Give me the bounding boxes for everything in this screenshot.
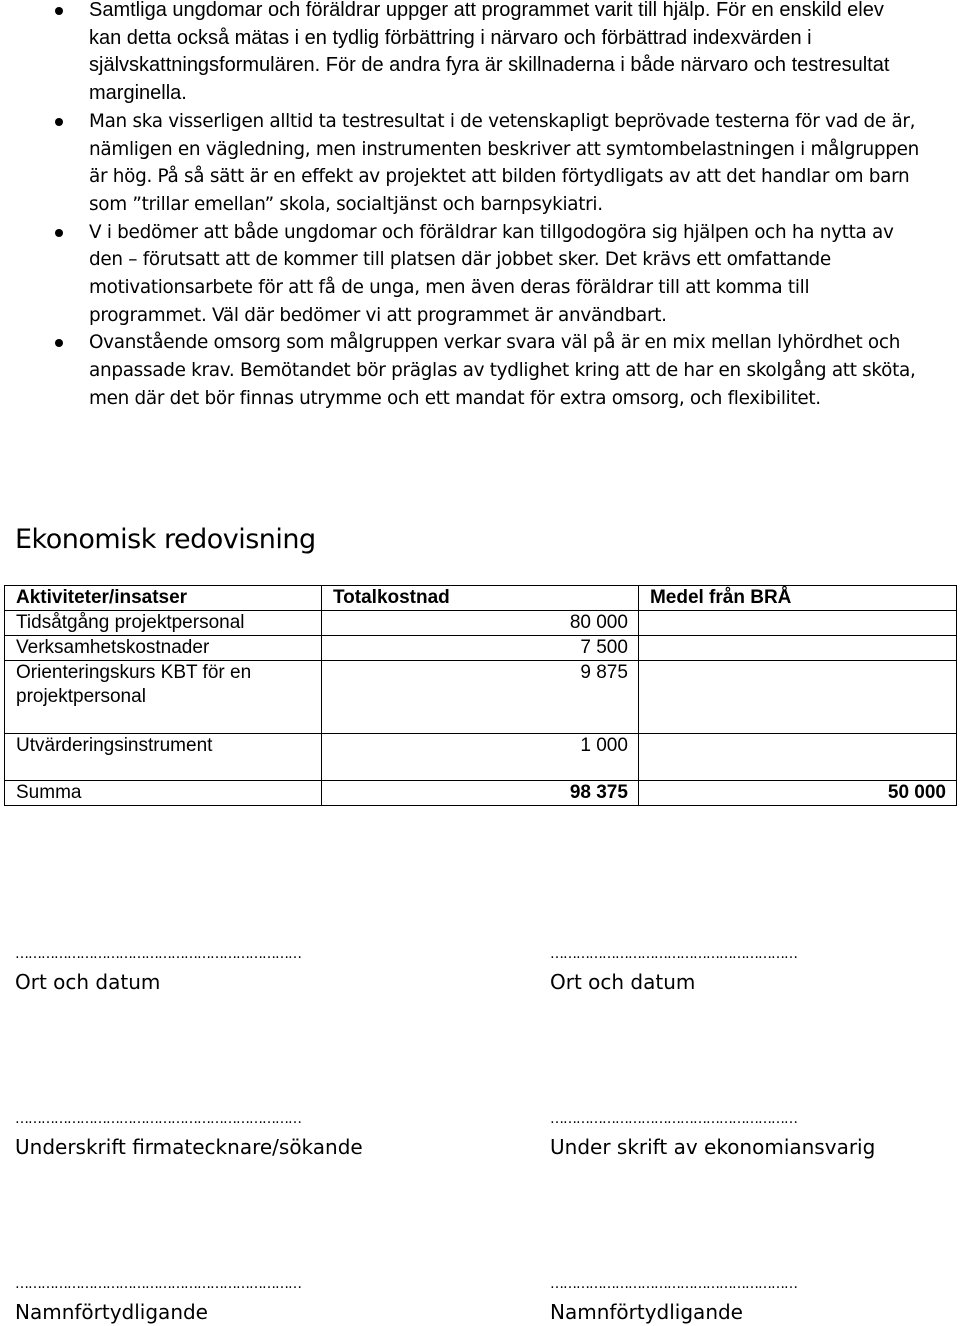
bullet-line: kan detta också mätas i en tydlig förbättring i närvaro och förbättrad indexvärden i <box>89 26 812 49</box>
bullet-line: Man ska visserligen alltid ta testresultat i de vetenskapligt beprövade testerna för vad de är, <box>89 110 916 132</box>
cell-bra <box>638 611 956 636</box>
bullet-list <box>0 0 960 416</box>
signature-dotted-line: ………………………………………………………… <box>15 1277 301 1291</box>
signature-label: Ort och datum <box>550 970 696 994</box>
signature-dotted-line: ………………………………………………………… <box>15 1112 301 1126</box>
cell-sum-label: Summa <box>5 781 322 806</box>
cell-bra <box>638 734 956 781</box>
signature-finance-right <box>550 1112 940 1160</box>
bullet-line: marginella. <box>89 82 187 105</box>
table-row <box>5 611 957 636</box>
signature-signatory-left <box>15 1112 425 1160</box>
bullet-line: Ovanstående omsorg som målgruppen verkar svara väl på är en mix mellan lyhördhet och <box>89 332 901 354</box>
budget-table <box>4 585 957 806</box>
cell-activity-line: projektpersonal <box>16 686 146 707</box>
signature-name-right <box>550 1277 940 1325</box>
signature-name-left <box>15 1277 425 1325</box>
cell-activity: Utvärderingsinstrument <box>5 734 322 781</box>
table-row <box>5 636 957 661</box>
signature-label: Namnförtydligande <box>15 1300 208 1324</box>
bullet-line: är hög. På så sätt är en effekt av projektet att bilden förtydligats av att det handlar om barn <box>89 166 910 188</box>
cell-sum-total: 98 375 <box>321 781 638 806</box>
signature-place-date-left <box>15 947 425 995</box>
header-cell-activity: Aktiviteter/insatser <box>5 586 322 611</box>
cell-total: 80 000 <box>321 611 638 636</box>
cell-total: 1 000 <box>321 734 638 781</box>
signature-dotted-line: ………………………………………………… <box>550 947 797 961</box>
table-row <box>5 734 957 781</box>
cell-activity-line: Orienteringskurs KBT för en <box>16 662 252 683</box>
cell-bra <box>638 661 956 734</box>
bullet-line: programmet. Väl där bedömer vi att programmet är användbart. <box>89 304 667 326</box>
cell-total: 7 500 <box>321 636 638 661</box>
bullet-line: självskattningsformulären. För de andra fyra är skillnaderna i både närvaro och testresultat <box>89 54 890 77</box>
signature-label: Ort och datum <box>15 970 161 994</box>
cell-activity: Tidsåtgång projektpersonal <box>5 611 322 636</box>
signature-label: Under skrift av ekonomiansvarig <box>550 1135 876 1159</box>
table-header-row <box>5 586 957 611</box>
bullet-line: men där det bör finnas utrymme och ett mandat för extra omsorg, och flexibilitet. <box>89 387 821 409</box>
bullet-dot <box>55 7 63 15</box>
cell-total: 9 875 <box>321 661 638 734</box>
cell-bra <box>638 636 956 661</box>
bullet-dot <box>55 339 63 347</box>
bullet-dot <box>55 118 63 126</box>
bullet-dot <box>55 229 63 237</box>
section-title: Ekonomisk redovisning <box>15 524 316 555</box>
signature-dotted-line: ………………………………………………… <box>550 1277 797 1291</box>
bullet-line: V i bedömer att både ungdomar och föräldrar kan tillgodogöra sig hjälpen och ha nytta av <box>89 221 894 243</box>
bullet-line: den – förutsatt att de kommer till platsen där jobbet sker. Det krävs ett omfattande <box>89 249 831 271</box>
header-cell-total: Totalkostnad <box>321 586 638 611</box>
signature-label: Underskrift firmatecknare/sökande <box>15 1135 363 1159</box>
header-cell-bra: Medel från BRÅ <box>638 586 956 611</box>
signature-label: Namnförtydligande <box>550 1300 743 1324</box>
cell-activity: Verksamhetskostnader <box>5 636 322 661</box>
bullet-line: nämligen en vägledning, men instrumenten beskriver att symtombelastningen i målgruppen <box>89 138 920 160</box>
bullet-item <box>0 0 960 108</box>
bullet-item <box>0 108 960 219</box>
signature-place-date-right <box>550 947 940 995</box>
table-row <box>5 661 957 734</box>
bullet-line: som ”trillar emellan” skola, socialtjänst och barnpsykiatri. <box>89 193 603 215</box>
bullet-line: motivationsarbete för att få de unga, men även deras föräldrar till att komma till <box>89 277 810 299</box>
bullet-item <box>0 329 960 412</box>
bullet-line: Samtliga ungdomar och föräldrar uppger att programmet varit till hjälp. För en enskild elev <box>89 0 884 21</box>
signature-dotted-line: ………………………………………………………… <box>15 947 301 961</box>
signature-dotted-line: ………………………………………………… <box>550 1112 797 1126</box>
bullet-line: anpassade krav. Bemötandet bör präglas av tydlighet kring att de har en skolgång att sköta, <box>89 360 916 382</box>
table-sum-row <box>5 781 957 806</box>
cell-activity <box>5 661 322 734</box>
cell-sum-bra: 50 000 <box>638 781 956 806</box>
bullet-item <box>0 219 960 330</box>
